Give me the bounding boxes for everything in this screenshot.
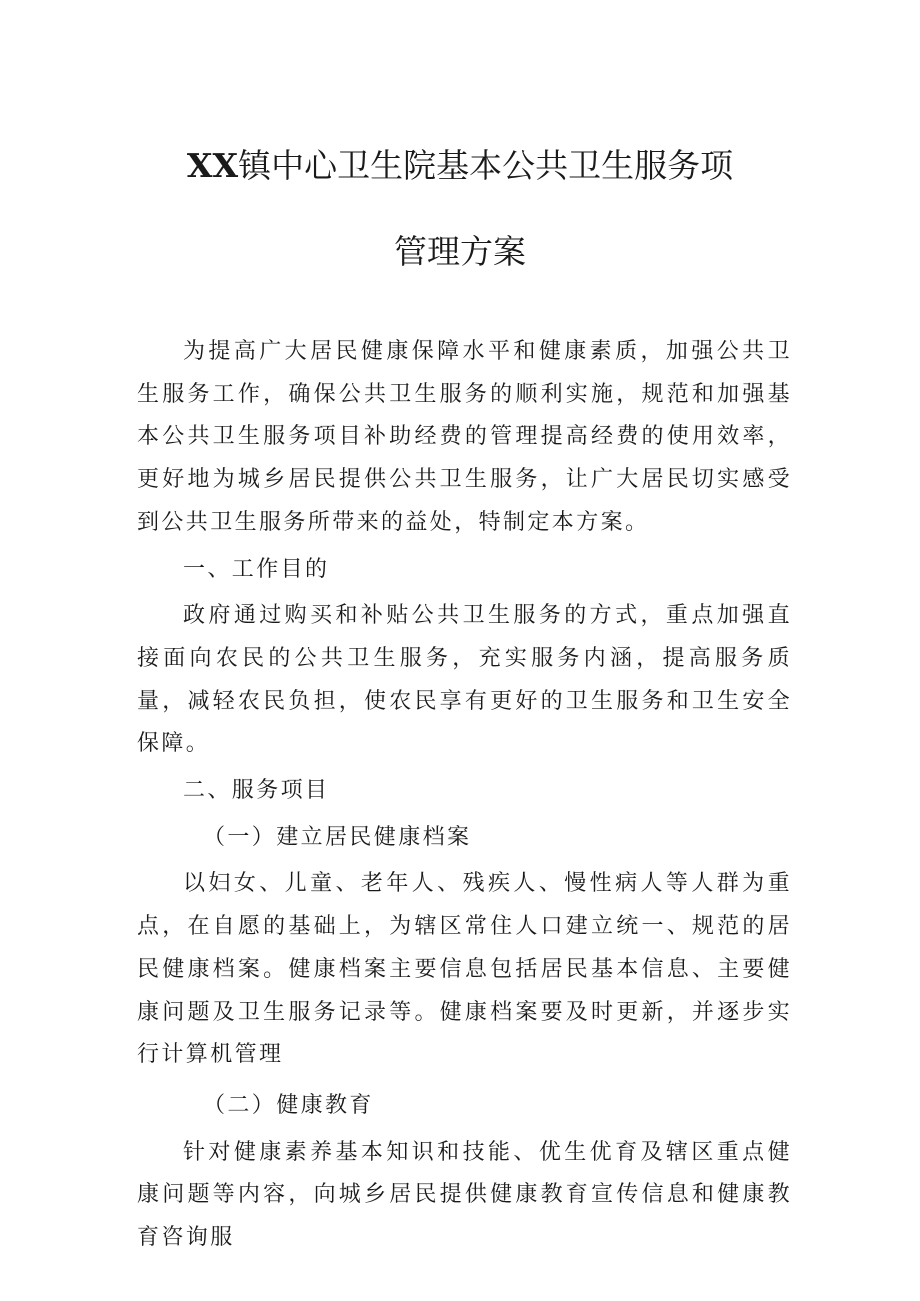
paragraph-health-records: 以妇女、儿童、老年人、残疾人、慢性病人等人群为重点，在自愿的基础上，为辖区常住人口建立统一、规范的居民健康档案。健康档案主要信息包括居民基本信息、主要健康问题及卫生服务记录等。健康档案要及时更新，并逐步实行计算机管理	[137, 871, 792, 1068]
subsection-heading-2-text: （二）健康教育	[203, 1092, 374, 1118]
subsection-heading-1	[137, 817, 792, 860]
document-title-line1	[0, 140, 920, 187]
paragraph-purpose: 政府通过购买和补贴公共卫生服务的方式，重点加强直接面向农民的公共卫生服务，充实服务内涵，提高服务质量，减轻农民负担，使农民享有更好的卫生服务和卫生安全保障。	[137, 603, 792, 757]
document-title-line2: 管理方案	[394, 232, 526, 271]
paragraph-intro: 为提高广大居民健康保障水平和健康素质，加强公共卫生服务工作，确保公共卫生服务的顺利实施，规范和加强基本公共卫生服务项目补助经费的管理提高经费的使用效率，更好地为城乡居民提供公共卫生服务，让广大居民切实感受到公共卫生服务所带来的益处，特制定本方案。	[137, 339, 792, 535]
section-heading-2: 二、服务项目	[183, 778, 330, 804]
section-heading-1: 一、工作目的	[183, 556, 330, 582]
subsection-heading-2	[137, 1085, 792, 1128]
document-body	[137, 331, 792, 1260]
title-prefix: XX	[186, 146, 239, 185]
paragraph-health-education: 针对健康素养基本知识和技能、优生优育及辖区重点健康问题等内容，向城乡居民提供健康教育宣传信息和健康教育咨询服	[137, 1139, 792, 1251]
title-line1-text: 镇中心卫生院基本公共卫生服务项	[238, 146, 734, 185]
subsection-heading-1-text: （一）建立居民健康档案	[203, 824, 472, 850]
